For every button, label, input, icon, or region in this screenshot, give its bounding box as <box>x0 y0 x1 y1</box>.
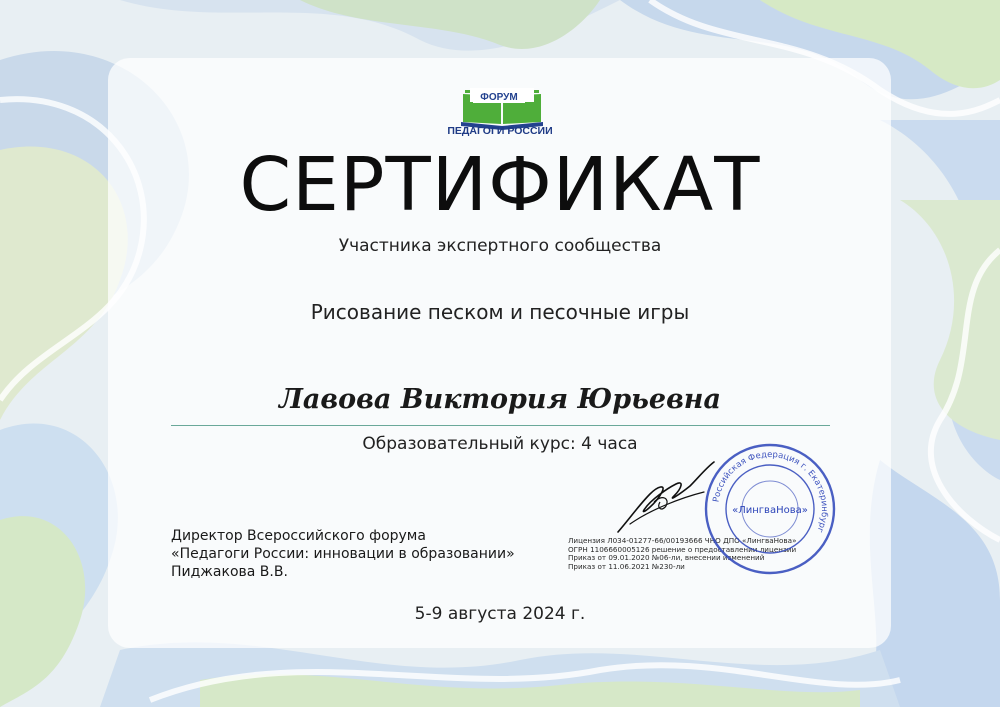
director-name: Пиджакова В.В. <box>171 564 288 580</box>
stamp-outer-text: Российская Федерация г. Екатеринбург <box>711 449 830 535</box>
recipient-name: Лавова Виктория Юрьевна <box>279 384 721 415</box>
certificate-subtitle: Участника экспертного сообщества <box>338 236 662 256</box>
license-line: Лицензия Л034-01277-66/00193666 ЧНО ДПО «ЛингваНова» <box>568 536 797 545</box>
course-name: Рисование песком и песочные игры <box>310 300 690 324</box>
license-line: Приказ от 11.06.2021 №230-ли <box>568 561 685 571</box>
course-hours: Образовательный курс: 4 часа <box>362 434 638 454</box>
logo-top-text: ФОРУМ <box>473 92 525 103</box>
director-title: Директор Всероссийского форума <box>171 528 426 544</box>
director-block <box>171 527 551 581</box>
recipient-underline <box>171 425 830 426</box>
organization-stamp <box>703 442 837 576</box>
director-forum: «Педагоги России: инновации в образовании» <box>171 546 515 562</box>
license-line: Приказ от 09.01.2020 №06-ли, внесении изменений <box>568 553 765 563</box>
logo-bottom-text: ПЕДАГОГИ РОССИИ <box>447 125 553 137</box>
license-line: ОГРН 1106660005126 решение о предоставлении лицензии <box>568 544 797 554</box>
stamp-center-text: «ЛингваНова» <box>732 505 808 516</box>
certificate-title: СЕРТИФИКАТ <box>239 142 761 228</box>
certificate-date: 5-9 августа 2024 г. <box>414 604 586 624</box>
